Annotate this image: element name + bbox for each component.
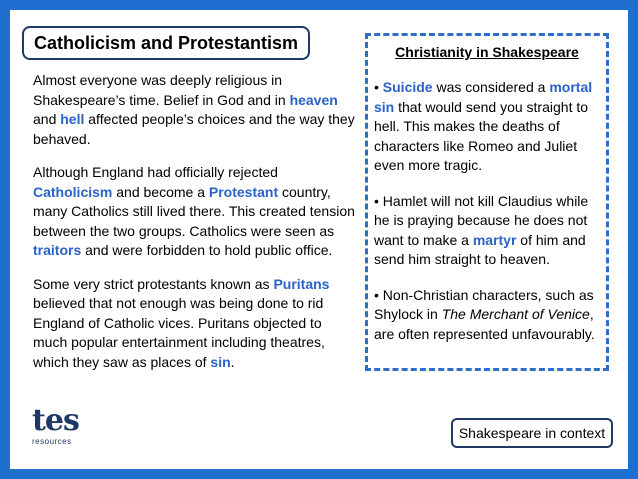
- text-run: Almost everyone was deeply religious in Shakespeare’s time. Belief in God and in: [33, 72, 290, 108]
- sidebar-text: [374, 78, 600, 344]
- text-run: Some very strict protestants known as: [33, 275, 274, 292]
- keyword: Catholicism: [33, 183, 113, 200]
- text-run: • Non-Christian characters, such as Shylock in: [374, 286, 594, 322]
- keyword: Suicide: [382, 79, 433, 95]
- text-run: and were forbidden to hold public office.: [81, 242, 333, 258]
- keyword: sin: [210, 353, 231, 370]
- bullet-1: [374, 78, 600, 176]
- keyword: traitors: [33, 242, 82, 258]
- tes-logo: [32, 403, 86, 449]
- text-run: country, many Catholics still lived there. This created tension between the two groups. Catholics were seen as: [33, 183, 355, 239]
- logo-main: tes: [32, 403, 79, 438]
- paragraph-3: [33, 275, 357, 373]
- text-run: and become a: [112, 183, 209, 200]
- text-run: .: [230, 353, 235, 370]
- footer-label: Shakespeare in context: [451, 418, 613, 448]
- text-run: •: [374, 79, 383, 95]
- keyword: mortal sin: [374, 79, 593, 115]
- text-run: and: [33, 111, 61, 127]
- sidebar-box: [365, 33, 609, 371]
- paragraph-1: [33, 71, 357, 149]
- text-run: Although England had officially rejected: [33, 164, 278, 180]
- text-run: that would send you straight to hell. This makes the deaths of characters like Romeo and Juliet even more tragic.: [374, 98, 589, 173]
- sidebar-title: Christianity in Shakespeare: [395, 44, 579, 60]
- main-text: [33, 71, 357, 386]
- text-run: • Hamlet will not kill Claudius while he is praying because he does not want to make a: [374, 192, 589, 248]
- paragraph-2: [33, 163, 357, 261]
- slide-title: Catholicism and Protestantism: [22, 26, 310, 60]
- bullet-2: [374, 192, 600, 270]
- keyword: heaven: [289, 91, 338, 108]
- text-run: affected people’s choices and the way they behaved.: [33, 111, 355, 147]
- italic-title: The Merchant of Venice: [441, 306, 590, 322]
- text-run: believed that not enough was being done to rid England of Catholic vices. Puritans objected to much popular entertainment including theatres, which they saw as places of: [33, 295, 325, 370]
- keyword: martyr: [472, 231, 517, 248]
- text-run: , are often represented unfavourably.: [374, 306, 595, 342]
- bullet-3: [374, 286, 600, 345]
- keyword: hell: [60, 111, 85, 127]
- keyword: Protestant: [208, 183, 279, 200]
- text-run: was considered a: [432, 79, 550, 95]
- logo-sub: resources: [32, 437, 72, 446]
- keyword: Puritans: [273, 275, 330, 292]
- text-run: of him and send him straight to heaven.: [374, 231, 586, 267]
